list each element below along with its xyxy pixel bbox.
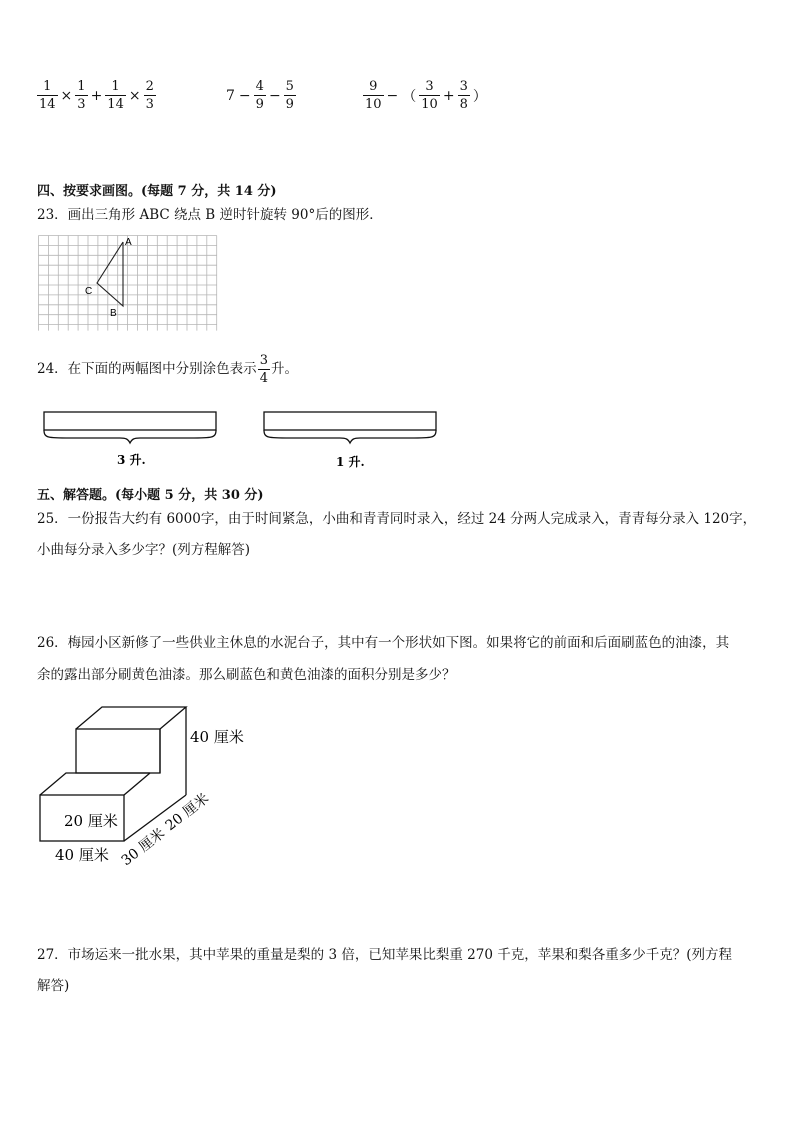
fraction: $\frac{1}{3}$ (77, 79, 86, 112)
fraction: $\frac{3}{10}$ (421, 79, 438, 112)
label-a: A (125, 237, 132, 248)
fraction: $\frac{1}{14}$ (107, 79, 124, 112)
step-platform-figure (30, 700, 260, 875)
operator: + (90, 87, 103, 104)
question-26-line-2: 余的露出部分刷黄色油漆。那么刷蓝色和黄色油漆的面积分别是多少？ (37, 667, 456, 683)
operator: − (238, 87, 251, 104)
operator: − (386, 87, 399, 104)
label-depth-20: 20 厘米 (162, 790, 213, 835)
paren: ） (472, 88, 487, 105)
operator: × (128, 87, 141, 104)
number: 7 (226, 87, 235, 104)
label-width-40: 40 厘米 (55, 846, 109, 864)
question-27-line-2: 解答) (37, 978, 70, 994)
question-24-suffix: 升。 (270, 361, 298, 377)
label-depth-30: 30 厘米 (118, 825, 169, 870)
question-25-line-2: 小曲每分录入多少字？(列方程解答) (37, 542, 251, 558)
fraction: $\frac{3}{8}$ (459, 79, 468, 112)
bar-1-label: 3 升. (117, 453, 146, 467)
fraction: $\frac{5}{9}$ (285, 79, 294, 112)
operator: + (442, 87, 455, 104)
expression-2 (224, 78, 297, 113)
bar-1-liter (260, 408, 440, 470)
question-24-text (37, 352, 298, 387)
question-26-line-1: 26．梅园小区新修了一些供业主休息的水泥台子，其中有一个形状如下图。如果将它的前面和后面刷蓝色的油漆，其 (37, 635, 730, 651)
triangle-abc (97, 242, 123, 306)
bar-2-label: 1 升. (336, 455, 365, 469)
question-27-line-1: 27．市场运来一批水果，其中苹果的重量是梨的 3 倍，已知苹果比梨重 270 千克，苹果和梨各重多少千克？(列方程 (37, 947, 732, 963)
fraction: $\frac{1}{14}$ (39, 79, 56, 112)
section-4-title: 四、按要求画图。(每题 7 分，共 14 分) (37, 184, 277, 199)
expression-3 (362, 78, 489, 113)
question-25-line-1: 25．一份报告大约有 6000字，由于时间紧急，小曲和青青同时录入，经过 24 分两人完成录入，青青每分录入 120字， (37, 511, 757, 527)
label-b: B (110, 308, 117, 319)
fraction: $\frac{4}{9}$ (255, 79, 264, 112)
question-24-prefix: 24．在下面的两幅图中分别涂色表示 (37, 361, 257, 377)
paren: （ (402, 88, 417, 105)
grid-figure (38, 235, 218, 332)
section-5-title: 五、解答题。(每小题 5 分，共 30 分) (37, 488, 264, 503)
expression-1 (36, 78, 157, 113)
label-height-20: 20 厘米 (64, 812, 118, 830)
bar-3-liters (40, 408, 220, 470)
label-height-40: 40 厘米 (190, 728, 244, 746)
fraction-three-quarters: $\frac{3}{4}$ (259, 353, 268, 386)
question-23-text: 23．画出三角形 ABC 绕点 B 逆时针旋转 90°后的图形． (37, 207, 383, 223)
operator: − (268, 87, 281, 104)
operator: × (60, 87, 73, 104)
fraction: $\frac{9}{10}$ (365, 79, 382, 112)
label-c: C (85, 286, 93, 297)
fraction: $\frac{2}{3}$ (145, 79, 154, 112)
